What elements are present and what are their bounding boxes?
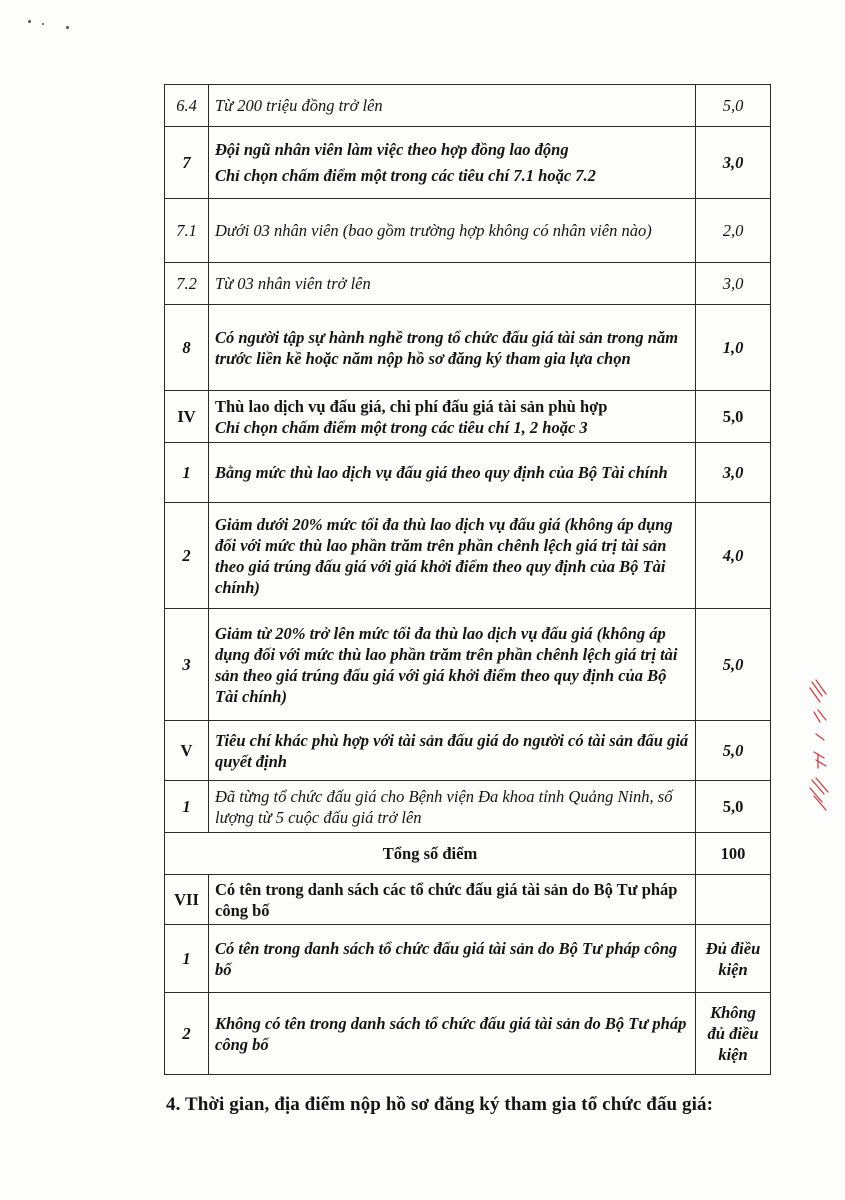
row-points: 3,0 (696, 263, 771, 305)
row-text: Giảm từ 20% trở lên mức tối đa thù lao dịch vụ đấu giá (không áp dụng đối với mức thù lao phần trăm trên phần chênh lệch giá trị tài sản theo giá trúng đấu giá với giá khởi điểm theo quy định của Bộ Tài chính) (209, 609, 696, 721)
total-row (165, 833, 771, 875)
table-row (165, 263, 771, 305)
row-number: 2 (165, 993, 209, 1075)
row-text-line: Đội ngũ nhân viên làm việc theo hợp đồng lao động (215, 139, 569, 159)
row-number: 1 (165, 781, 209, 833)
table-row (165, 721, 771, 781)
row-number: 6.4 (165, 85, 209, 127)
row-text: Từ 200 triệu đồng trở lên (209, 85, 696, 127)
row-points: 5,0 (696, 721, 771, 781)
row-points: 4,0 (696, 503, 771, 609)
row-points: 3,0 (696, 443, 771, 503)
row-number: IV (165, 391, 209, 443)
row-points: 5,0 (696, 391, 771, 443)
row-points: 5,0 (696, 609, 771, 721)
criteria-table (164, 84, 771, 1075)
row-text-line: Chỉ chọn chấm điểm một trong các tiêu chí 1, 2 hoặc 3 (215, 417, 588, 437)
row-points: Đủ điều kiện (696, 925, 771, 993)
row-text: Có người tập sự hành nghề trong tổ chức đấu giá tài sản trong năm trước liền kề hoặc năm nộp hồ sơ đăng ký tham gia lựa chọn (209, 305, 696, 391)
row-text (209, 127, 696, 199)
row-points: 5,0 (696, 781, 771, 833)
row-points: 3,0 (696, 127, 771, 199)
row-number: 7 (165, 127, 209, 199)
row-text: Bằng mức thù lao dịch vụ đấu giá theo quy định của Bộ Tài chính (209, 443, 696, 503)
table-row (165, 993, 771, 1075)
row-text-line: Thù lao dịch vụ đấu giá, chi phí đấu giá tài sản phù hợp (215, 396, 608, 416)
row-number: 1 (165, 925, 209, 993)
row-number: VII (165, 875, 209, 925)
row-number: 1 (165, 443, 209, 503)
row-number: V (165, 721, 209, 781)
row-text: Giảm dưới 20% mức tối đa thù lao dịch vụ đấu giá (không áp dụng đối với mức thù lao phần trăm trên phần chênh lệch giá trị tài sản theo giá trúng đấu giá với giá khởi điểm theo quy định của Bộ Tài chính) (209, 503, 696, 609)
table-row (165, 391, 771, 443)
row-text: Có tên trong danh sách các tổ chức đấu giá tài sản do Bộ Tư pháp công bố (209, 875, 696, 925)
table-row (165, 875, 771, 925)
row-number: 8 (165, 305, 209, 391)
total-label: Tổng số điểm (165, 833, 696, 875)
table-row (165, 503, 771, 609)
table-row (165, 305, 771, 391)
section-heading: 4. Thời gian, địa điểm nộp hồ sơ đăng ký tham gia tổ chức đấu giá: (166, 1094, 714, 1115)
table-row (165, 443, 771, 503)
row-text: Tiêu chí khác phù hợp với tài sản đấu giá do người có tài sản đấu giá quyết định (209, 721, 696, 781)
total-points: 100 (696, 833, 771, 875)
table-row (165, 127, 771, 199)
table-row (165, 199, 771, 263)
scan-specks (28, 16, 88, 36)
table-row (165, 925, 771, 993)
row-number: 7.1 (165, 199, 209, 263)
margin-stamp-mark (806, 676, 836, 822)
row-number: 7.2 (165, 263, 209, 305)
row-points (696, 875, 771, 925)
row-points: 1,0 (696, 305, 771, 391)
row-text: Có tên trong danh sách tổ chức đấu giá tài sản do Bộ Tư pháp công bố (209, 925, 696, 993)
table-row (165, 609, 771, 721)
row-text-line: Chỉ chọn chấm điểm một trong các tiêu chí 7.1 hoặc 7.2 (215, 165, 596, 185)
row-points: Không đủ điều kiện (696, 993, 771, 1075)
row-points: 5,0 (696, 85, 771, 127)
row-text: Từ 03 nhân viên trở lên (209, 263, 696, 305)
row-text (209, 391, 696, 443)
row-number: 2 (165, 503, 209, 609)
row-text: Không có tên trong danh sách tổ chức đấu giá tài sản do Bộ Tư pháp công bố (209, 993, 696, 1075)
row-text: Dưới 03 nhân viên (bao gồm trường hợp không có nhân viên nào) (209, 199, 696, 263)
table-row (165, 781, 771, 833)
row-number: 3 (165, 609, 209, 721)
row-points: 2,0 (696, 199, 771, 263)
table-row (165, 85, 771, 127)
row-text: Đã từng tổ chức đấu giá cho Bệnh viện Đa khoa tỉnh Quảng Ninh, số lượng từ 5 cuộc đấu giá trở lên (209, 781, 696, 833)
